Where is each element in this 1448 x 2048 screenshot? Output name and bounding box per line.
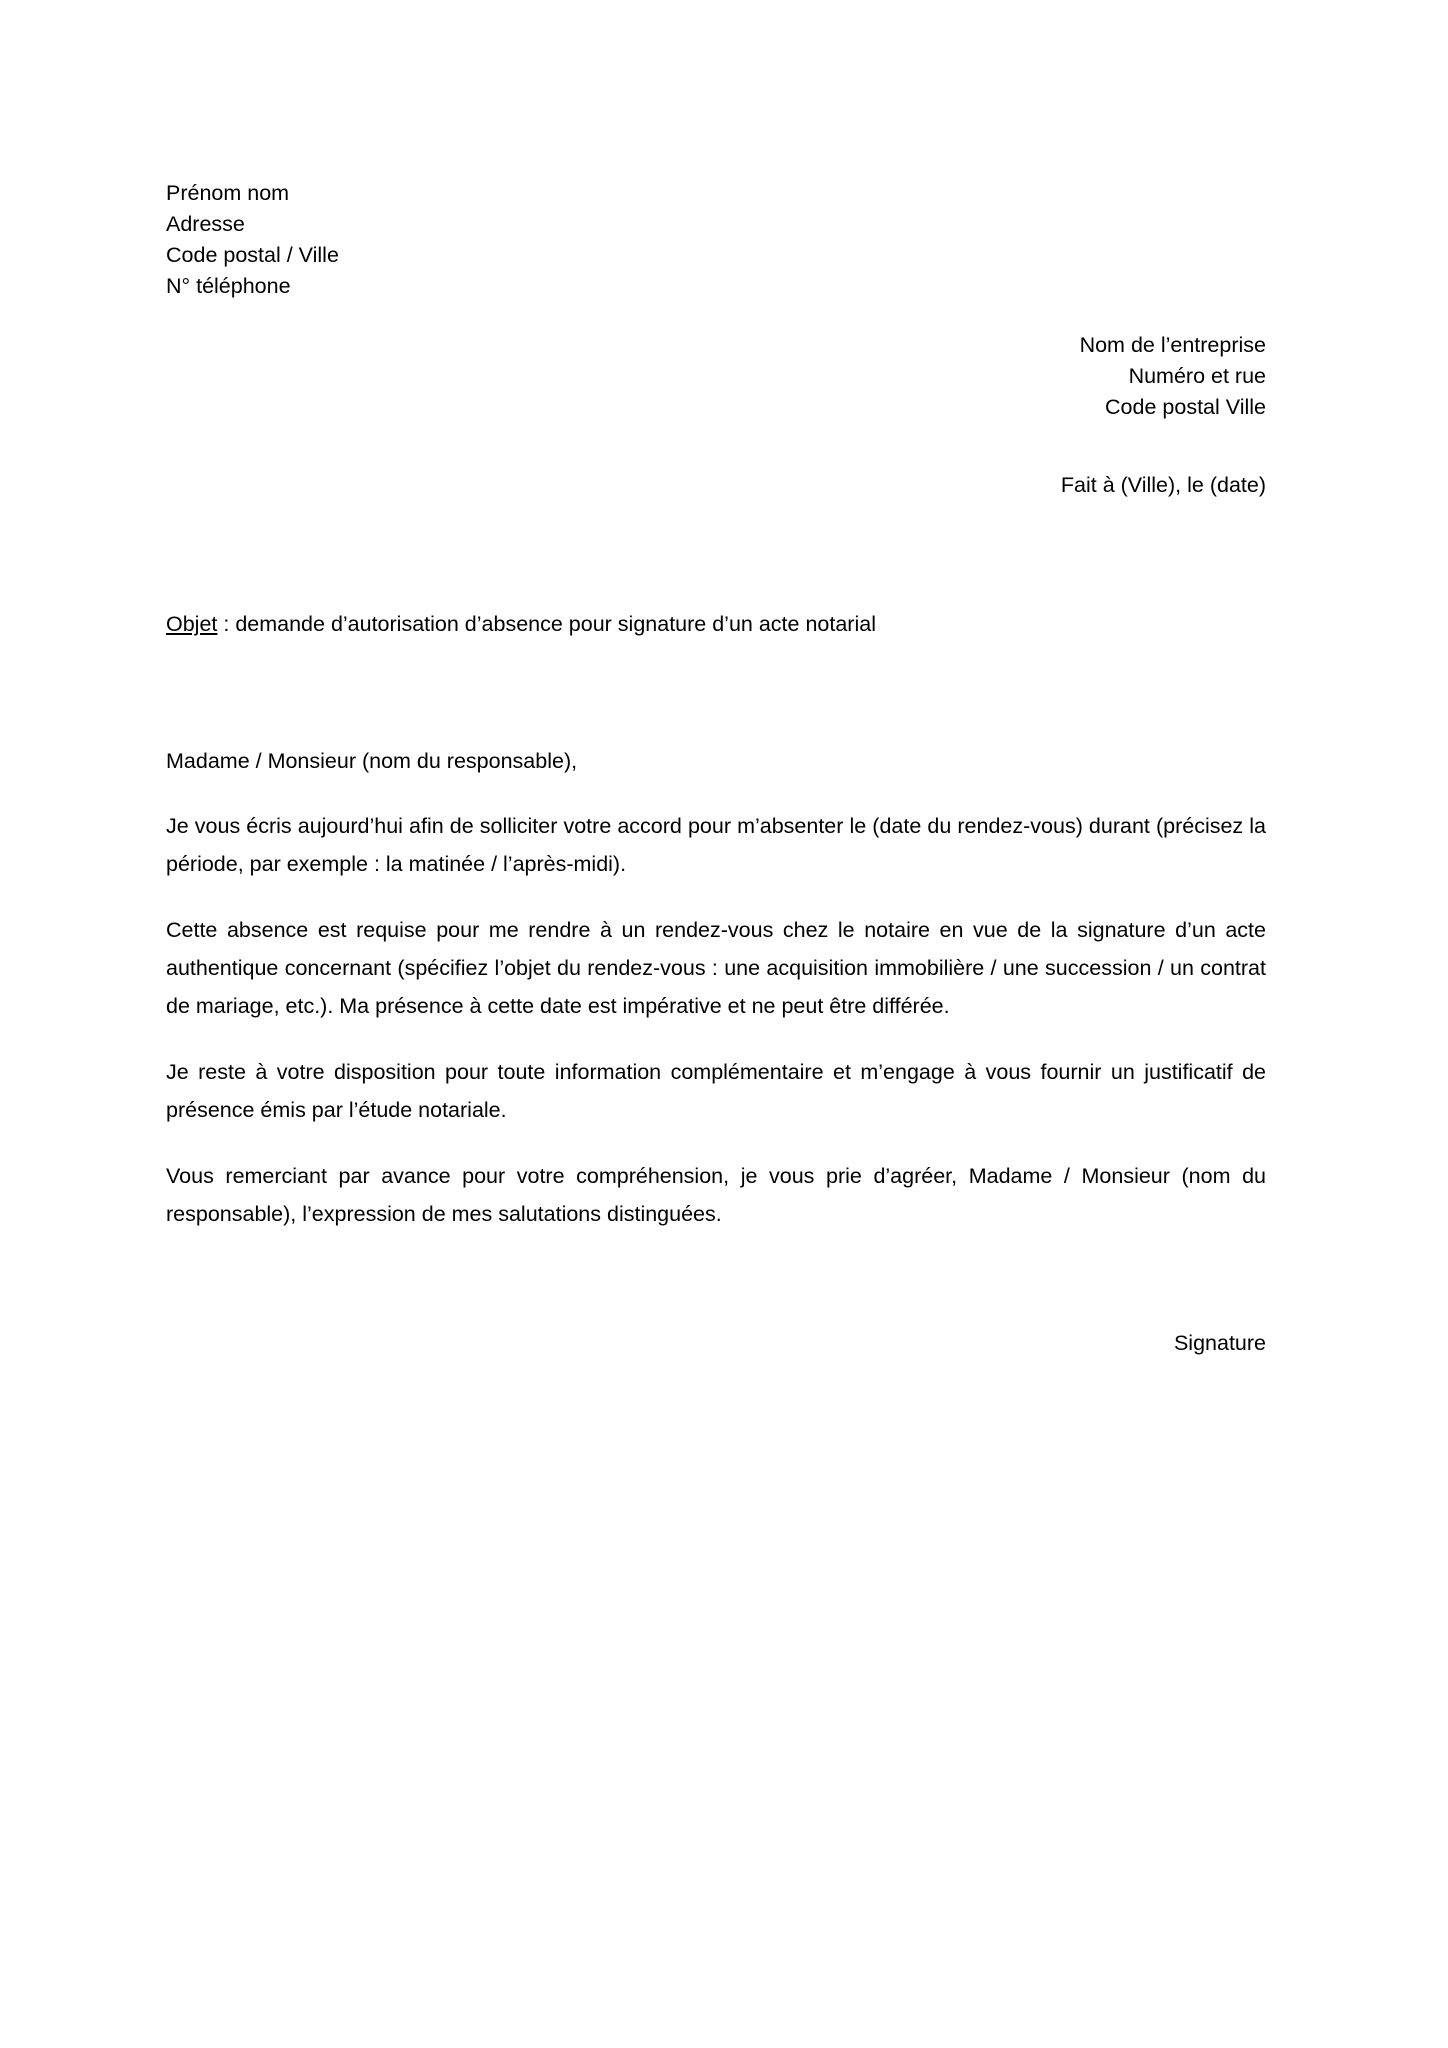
- recipient-address-block: [166, 330, 1266, 423]
- salutation-line: Madame / Monsieur (nom du responsable),: [166, 749, 578, 773]
- subject-label: Objet: [166, 612, 218, 636]
- subject-line: [166, 609, 1266, 640]
- place-and-date-line: Fait à (Ville), le (date): [1060, 473, 1266, 497]
- recipient-line-company: Nom de l’entreprise: [1079, 333, 1266, 357]
- recipient-line-postal-city: Code postal Ville: [1105, 395, 1266, 419]
- recipient-line-street: Numéro et rue: [1128, 364, 1266, 388]
- letter-content: [166, 0, 1266, 1359]
- sender-line-name: Prénom nom: [166, 181, 290, 205]
- subject-text: demande d’autorisation d’absence pour signature d’un acte notarial: [235, 612, 876, 636]
- subject-separator: :: [217, 612, 236, 636]
- body-paragraph-2: Cette absence est requise pour me rendre à un rendez-vous chez le notaire en vue de la signature d’un acte authentique concernant (spécifiez l’objet du rendez-vous : une acquisition immobilière / une succession / un contrat de mariage, etc.). Ma présence à cette date est impérative et ne peut être différée.: [166, 918, 1266, 1018]
- signature-label: Signature: [1173, 1331, 1266, 1355]
- body-paragraph-4: Vous remerciant par avance pour votre compréhension, je vous prie d’agréer, Madame / Monsieur (nom du responsable), l’expression de mes salutations distinguées.: [166, 1164, 1266, 1226]
- sender-line-phone: N° téléphone: [166, 274, 291, 298]
- body-paragraph-1: Je vous écris aujourd’hui afin de solliciter votre accord pour m’absenter le (date du rendez-vous) durant (précisez la période, par exemple : la matinée / l’après-midi).: [166, 814, 1266, 876]
- sender-line-postal-city: Code postal / Ville: [166, 243, 339, 267]
- sender-address-block: [166, 178, 1266, 302]
- body-paragraph-3: Je reste à votre disposition pour toute information complémentaire et m’engage à vous fournir un justificatif de présence émis par l’étude notariale.: [166, 1060, 1266, 1122]
- sender-line-address: Adresse: [166, 212, 245, 236]
